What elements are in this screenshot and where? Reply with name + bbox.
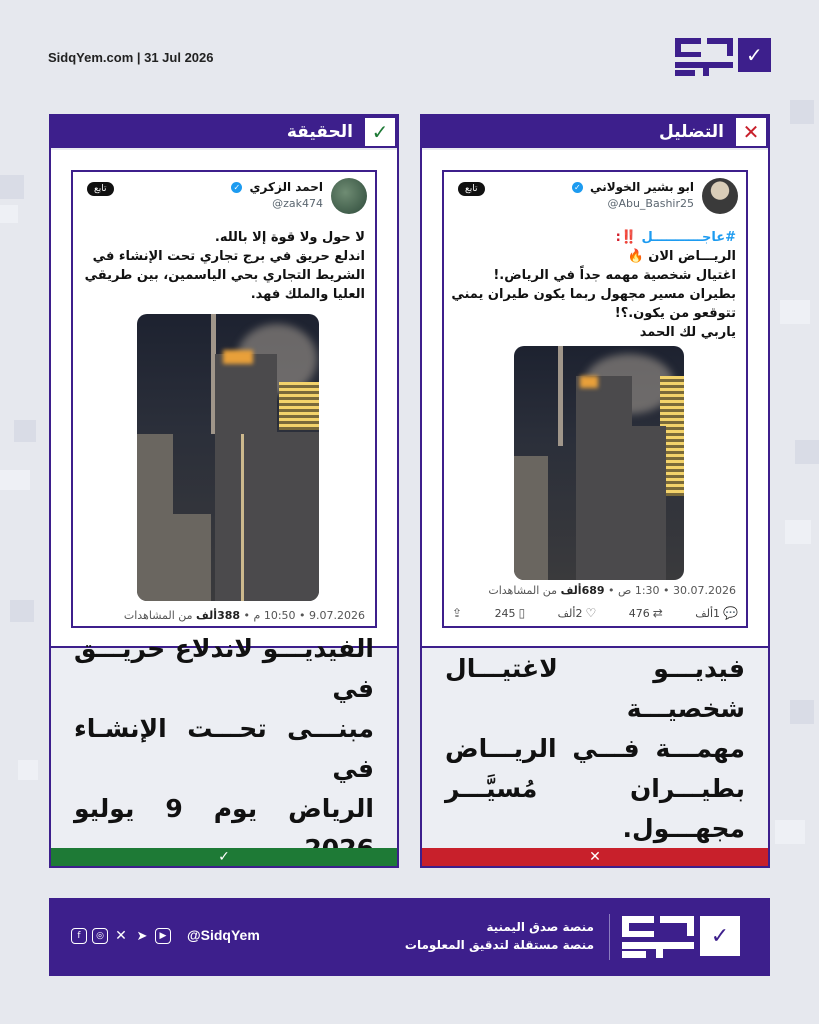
claim-line: الرياض يوم 9 يوليو <box>74 794 374 823</box>
cross-icon: ✕ <box>589 849 601 865</box>
misinformation-panel-title: التضليل <box>659 122 724 142</box>
truth-panel <box>49 114 399 868</box>
misinformation-claim <box>422 646 768 850</box>
misinformation-tweet-card <box>442 170 748 628</box>
logo-mark-icon <box>675 38 732 76</box>
tweet-line: ياربي لك الحمد <box>639 325 736 340</box>
reply-icon: 💬 <box>723 606 738 620</box>
youtube-icon[interactable]: ▶ <box>155 928 171 944</box>
footer-divider <box>609 914 610 960</box>
truth-panel-title: الحقيقة <box>286 122 353 142</box>
hashtag-link[interactable]: #عاجـــــــــــل <box>641 230 736 245</box>
social-icons <box>71 928 171 944</box>
false-strip <box>422 848 768 866</box>
x-icon[interactable]: ✕ <box>115 928 127 944</box>
social-handle[interactable]: @SidqYem <box>187 927 260 943</box>
logo-check-icon: ✓ <box>738 38 771 72</box>
avatar <box>702 178 738 214</box>
logo-check-icon: ✓ <box>700 916 740 956</box>
tweet-line: العليا والملك فهد. <box>250 287 365 302</box>
tweet-video-thumbnail[interactable] <box>514 346 684 580</box>
misinformation-panel-header <box>422 116 768 148</box>
tweet-actions <box>452 602 738 624</box>
truth-panel-header <box>51 116 397 148</box>
check-icon: ✓ <box>218 849 230 865</box>
retweet-icon: ⇄ <box>652 606 663 620</box>
org-tagline: منصة مستقلة لتدقيق المعلومات <box>404 938 594 952</box>
retweet-button[interactable]: ⇄ 476 <box>628 606 663 620</box>
true-strip <box>51 848 397 866</box>
tweet-line <box>454 228 736 247</box>
alert-emoji: ‼️: <box>615 230 637 245</box>
tweet-author-name: احمد الزكري ✓ <box>231 180 323 194</box>
reply-button[interactable]: 💬 1ألف <box>695 606 738 620</box>
tweet-text <box>451 228 736 342</box>
tweet-meta: 30.07.2026 • 1:30 ص • 689ألف من المشاهدات <box>488 584 736 597</box>
tweet-line: الريـــاض الان 🔥 <box>627 249 736 264</box>
tweet-author-handle: @Abu_Bashir25 <box>607 197 694 210</box>
org-info <box>405 918 594 954</box>
follow-button[interactable]: تابع <box>458 182 485 196</box>
instagram-icon[interactable]: ◎ <box>92 928 108 944</box>
avatar <box>331 178 367 214</box>
claim-line: مبنـــى تحـــت الإنشـاء في <box>74 714 374 783</box>
facebook-icon[interactable]: f <box>71 928 87 944</box>
claim-line: مهمـــة فـــي الريـــاض <box>445 734 745 763</box>
claim-line: الفيديـــو لاندلاع حريـــق في <box>74 634 374 703</box>
truth-claim <box>51 634 397 850</box>
like-button[interactable]: ♡ 2ألف <box>557 606 597 620</box>
tweet-line: الشريط التجاري بحي الياسمين، بين طريقي <box>84 268 365 283</box>
bookmark-icon: ▯ <box>518 606 526 620</box>
tweet-line: لا حول ولا قوة إلا بالله. <box>214 230 365 245</box>
logo-mark-icon <box>622 916 694 958</box>
check-icon: ✓ <box>363 116 397 148</box>
share-button[interactable] <box>452 606 462 620</box>
cross-icon: ✕ <box>734 116 768 148</box>
footer-logo <box>622 916 740 958</box>
truth-tweet-card <box>71 170 377 628</box>
follow-button[interactable]: تابع <box>87 182 114 196</box>
telegram-icon[interactable]: ➤ <box>136 928 148 944</box>
tweet-video-thumbnail[interactable] <box>137 314 319 601</box>
site-date-label: SidqYem.com | 31 Jul 2026 <box>48 50 214 65</box>
tweet-author-handle: @zak474 <box>272 197 323 210</box>
tweet-line: تتوقعو من يكون.؟! <box>614 306 736 321</box>
tweet-line: بطيران مسير مجهول ربما يكون طيران يمني <box>451 287 736 302</box>
misinformation-panel <box>420 114 770 868</box>
heart-icon: ♡ <box>585 606 597 620</box>
verified-icon: ✓ <box>231 182 242 193</box>
tweet-author-name: ابو بشير الخولاني ✓ <box>572 180 694 194</box>
tweet-line: اندلع حريق في برج تجاري تحت الإنشاء في <box>92 249 365 264</box>
footer-bar <box>49 898 770 976</box>
verified-icon: ✓ <box>572 182 583 193</box>
share-icon: ⇪ <box>452 606 463 620</box>
brand-logo <box>675 38 771 76</box>
claim-line: بطيـــران مُسيَّـــر مجهـــول. <box>445 774 745 843</box>
bookmark-button[interactable]: ▯ 245 <box>494 606 526 620</box>
tweet-text <box>83 228 365 304</box>
tweet-line: اغتيال شخصية مهمه جداً في الرياض.! <box>493 268 736 283</box>
tweet-meta: 9.07.2026 • 10:50 م • 388ألف من المشاهدات <box>123 609 365 622</box>
claim-line: فيديـــو لاغتيـــال شخصيـــة <box>445 654 745 723</box>
org-name: منصة صدق اليمنية <box>486 920 594 934</box>
